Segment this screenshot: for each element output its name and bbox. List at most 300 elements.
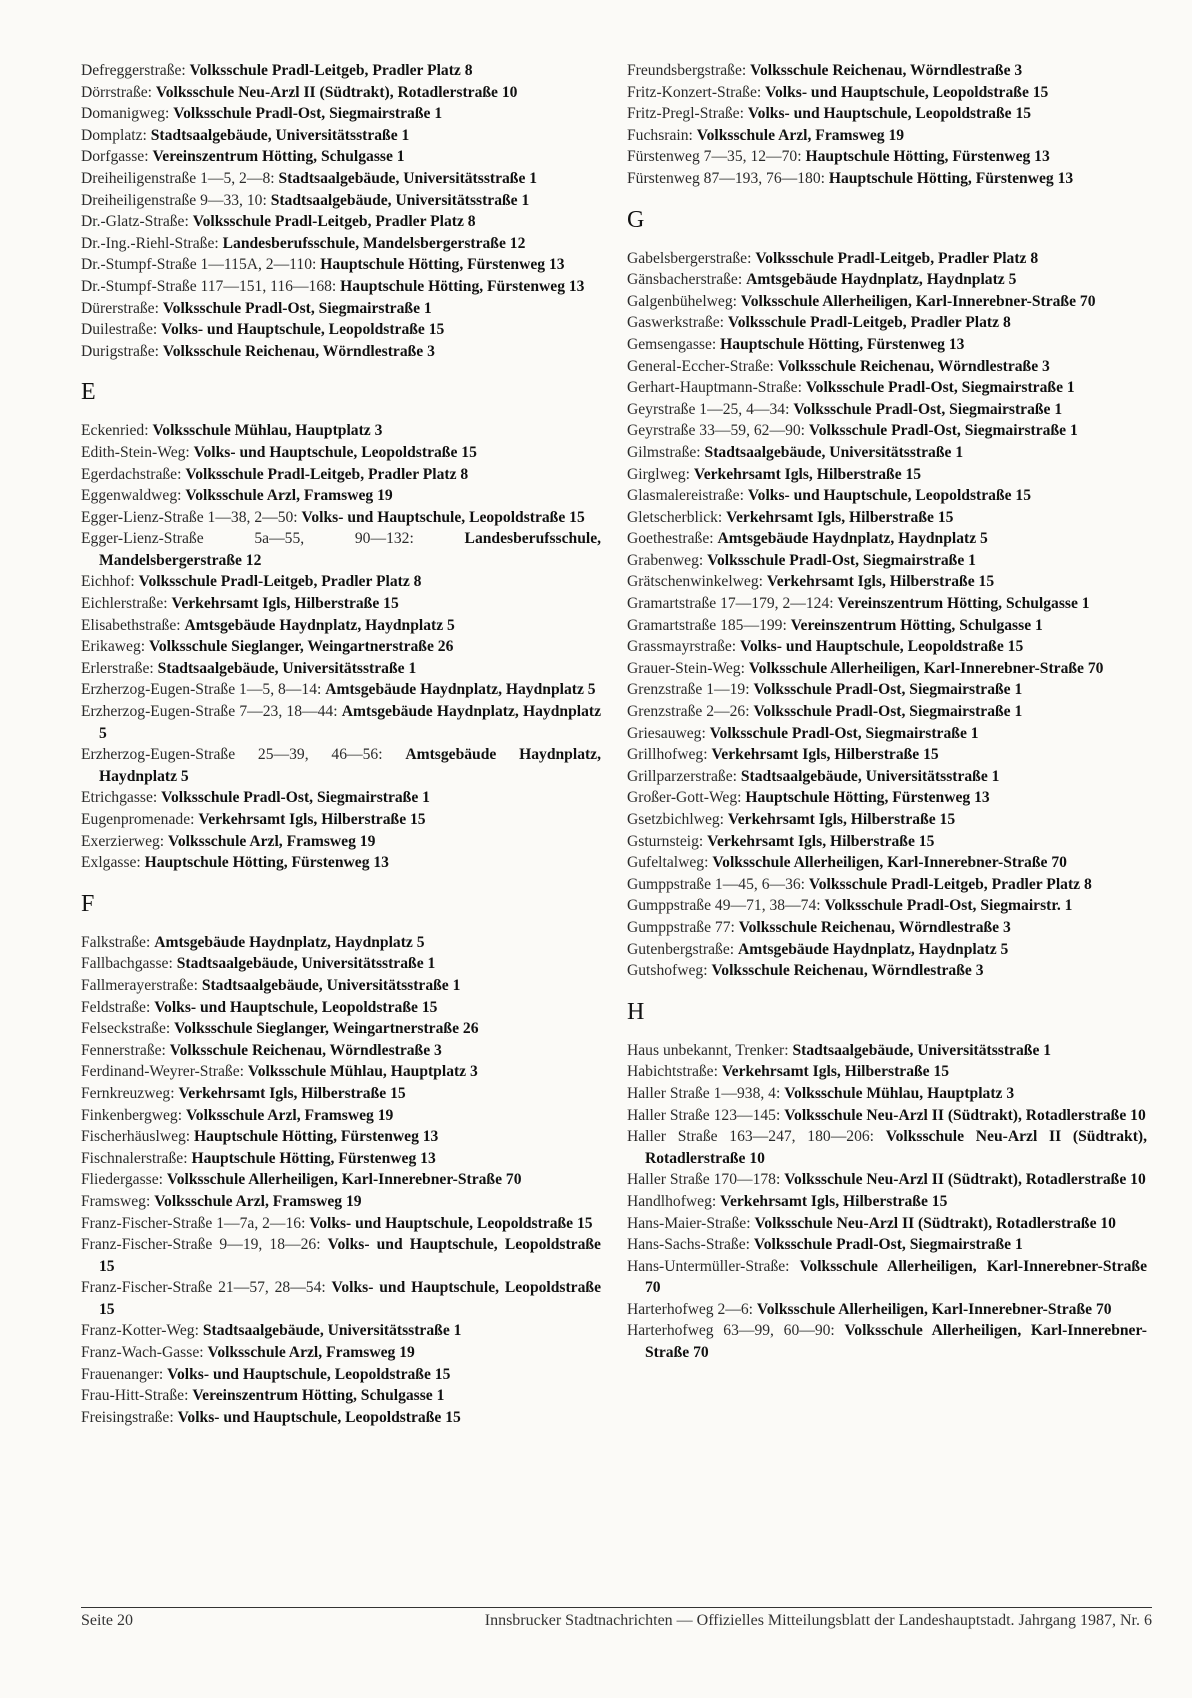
polling-location: Volksschule Arzl, Framsweg 19 [207, 1344, 415, 1362]
street-entry [627, 636, 1147, 658]
street-entry [81, 1213, 601, 1235]
street-entry [81, 464, 601, 486]
street-entry [627, 571, 1147, 593]
street-entry [81, 298, 601, 320]
street-entry [81, 1234, 601, 1277]
polling-location: Volksschule Neu-Arzl II (Südtrakt), Rotadlerstraße 10 [784, 1171, 1146, 1189]
polling-location: Volksschule Arzl, Framsweg 19 [185, 487, 393, 505]
street-entry [627, 1083, 1147, 1105]
street-name: Freundsbergstraße: [627, 62, 747, 79]
street-name: Erzherzog-Eugen-Straße 1—5, 8—14: [81, 681, 322, 699]
street-name: Felseckstraße: [81, 1020, 171, 1038]
street-name: Fritz-Pregl-Straße: [627, 105, 744, 123]
street-entry [627, 939, 1147, 961]
street-entry [627, 103, 1147, 125]
street-name: Fliedergasse: [81, 1171, 163, 1189]
street-entry [627, 1320, 1147, 1363]
polling-location: Hauptschule Hötting, Fürstenweg 13 [191, 1149, 436, 1167]
polling-location: Hauptschule Hötting, Fürstenweg 13 [194, 1128, 439, 1146]
polling-location: Volksschule Neu-Arzl II (Südtrakt), Rotadlerstraße 10 [754, 1214, 1116, 1232]
street-entry [627, 312, 1147, 334]
street-entry [81, 276, 601, 298]
polling-location: Volksschule Pradl-Leitgeb, Pradler Platz 8 [727, 314, 1011, 332]
polling-location: Verkehrsamt Igls, Hilberstraße 15 [766, 573, 995, 591]
street-entry [81, 1169, 601, 1191]
street-name: Elisabethstraße: [81, 616, 181, 634]
left-column [81, 60, 601, 1428]
section-letter: F [81, 890, 95, 917]
street-entry [627, 356, 1147, 378]
street-name: Fallmerayerstraße: [81, 976, 198, 994]
street-name: Freisingstraße: [81, 1408, 174, 1426]
street-name: Dreiheiligenstraße 1—5, 2—8: [81, 169, 275, 187]
street-name: Grabenweg: [627, 551, 704, 569]
street-name: Haller Straße 163—247, 180—206: [627, 1128, 875, 1146]
street-name: Domplatz: [81, 126, 147, 144]
street-name: Gletscherblick: [627, 508, 723, 526]
street-name: Eggenwaldweg: [81, 487, 182, 505]
street-entry [81, 168, 601, 190]
polling-location: Verkehrsamt Igls, Hilberstraße 15 [721, 1063, 950, 1081]
polling-location: Vereinszentrum Hötting, Schulgasse 1 [192, 1387, 445, 1405]
polling-location: Vereinszentrum Hötting, Schulgasse 1 [152, 148, 405, 166]
polling-location: Verkehrsamt Igls, Hilberstraße 15 [693, 465, 922, 483]
street-entry [81, 103, 601, 125]
street-name: Franz-Wach-Gasse: [81, 1344, 204, 1362]
polling-location: Volksschule Reichenau, Wörndlestraße 3 [169, 1041, 442, 1059]
street-entry [627, 60, 1147, 82]
polling-location: Volksschule Pradl-Ost, Siegmairstraße 1 [808, 422, 1078, 440]
polling-location: Volksschule Pradl-Ost, Siegmairstraße 1 [793, 400, 1063, 418]
street-entry [81, 1385, 601, 1407]
street-name: Goethestraße: [627, 530, 714, 548]
street-entry [627, 615, 1147, 637]
polling-location: Volksschule Neu-Arzl II (Südtrakt), Rotadlerstraße 10 [155, 83, 518, 101]
street-name: Durigstraße: [81, 342, 159, 360]
street-entry [81, 1040, 601, 1062]
page-footer [81, 1607, 1152, 1630]
street-name: Erlerstraße: [81, 659, 154, 677]
street-entry [81, 593, 601, 615]
street-name: Gutshofweg: [627, 962, 708, 980]
polling-location: Volksschule Arzl, Framsweg 19 [154, 1192, 362, 1210]
street-name: Erikaweg: [81, 638, 146, 656]
street-name: Handlhofweg: [627, 1192, 717, 1210]
polling-location: Verkehrsamt Igls, Hilberstraße 15 [198, 811, 426, 828]
polling-location: Landesberufsschule, Mandelsbergerstraße 12 [99, 530, 602, 569]
street-entry [627, 125, 1147, 147]
polling-location: Volksschule Reichenau, Wörndlestraße 3 [711, 962, 984, 980]
street-entry [81, 319, 601, 341]
street-name: Hans-Maier-Straße: [627, 1214, 751, 1232]
polling-location: Volks- und Hauptschule, Leopoldstraße 15 [193, 443, 477, 461]
street-name: Gufeltalweg: [627, 854, 709, 872]
street-name: Egger-Lienz-Straße 5a—55, 90—132: [81, 530, 414, 548]
polling-location: Vereinszentrum Hötting, Schulgasse 1 [837, 595, 1090, 613]
street-name: Dr.-Stumpf-Straße 117—151, 116—168: [81, 277, 337, 295]
publication-line: Innsbrucker Stadtnachrichten — Offizielles Mitteilungsblatt der Landeshauptstadt. Jahrgang 1987, Nr. 6 [484, 1612, 1152, 1629]
polling-location: Vereinszentrum Hötting, Schulgasse 1 [790, 616, 1043, 634]
street-name: Frau-Hitt-Straße: [81, 1387, 189, 1405]
street-entry [627, 377, 1147, 399]
polling-location: Volksschule Arzl, Framsweg 19 [185, 1106, 394, 1124]
polling-location: Hauptschule Hötting, Fürstenweg 13 [340, 277, 585, 295]
polling-location: Volksschule Pradl-Ost, Siegmairstraße 1 [753, 703, 1023, 721]
street-entry [627, 464, 1147, 486]
polling-location: Volksschule Pradl-Ost, Siegmairstraße 1 [753, 681, 1023, 699]
street-name: Dörrstraße: [81, 83, 153, 101]
street-name: Griesauweg: [627, 724, 706, 742]
street-entry [627, 895, 1147, 917]
street-name: General-Eccher-Straße: [627, 357, 774, 375]
street-entry [81, 1126, 601, 1148]
street-name: Grenzstraße 1—19: [627, 681, 750, 699]
street-name: Fuchsrain: [627, 126, 693, 144]
street-name: Framsweg: [81, 1192, 151, 1210]
polling-location: Stadtsaalgebäude, Universitätsstraße 1 [202, 1322, 462, 1340]
polling-location: Volksschule Pradl-Ost, Siegmairstraße 1 [162, 299, 432, 317]
street-entry [81, 571, 601, 593]
street-name: Grätschenwinkelweg: [627, 573, 763, 591]
street-name: Egerdachstraße: [81, 465, 182, 483]
street-name: Haus unbekannt, Trenker: [627, 1041, 789, 1059]
street-entry [627, 291, 1147, 313]
street-entry [627, 1234, 1147, 1256]
polling-location: Volksschule Pradl-Leitgeb, Pradler Platz 8 [755, 249, 1039, 267]
street-entry [81, 1148, 601, 1170]
street-name: Erzherzog-Eugen-Straße 25—39, 46—56: [81, 746, 383, 764]
polling-location: Volksschule Arzl, Framsweg 19 [696, 126, 905, 144]
polling-location: Volksschule Mühlau, Hauptplatz 3 [152, 422, 383, 440]
polling-location: Amtsgebäude Haydnplatz, Haydnplatz 5 [746, 271, 1017, 289]
street-name: Haller Straße 123—145: [627, 1106, 781, 1124]
street-name: Falkstraße: [81, 933, 151, 951]
polling-location: Stadtsaalgebäude, Universitätsstraße 1 [176, 955, 436, 973]
polling-location: Volksschule Mühlau, Hauptplatz 3 [247, 1063, 478, 1081]
polling-location: Hauptschule Hötting, Fürstenweg 13 [144, 854, 389, 872]
polling-location: Volksschule Pradl-Ost, Siegmairstraße 1 [805, 379, 1075, 397]
street-name: Eichlerstraße: [81, 595, 168, 613]
street-entry [627, 960, 1147, 982]
street-name: Grauer-Stein-Weg: [627, 659, 745, 677]
street-name: Girglweg: [627, 465, 690, 483]
polling-location: Volksschule Allerheiligen, Karl-Innerebner-Straße 70 [645, 1257, 1147, 1297]
street-entry [627, 766, 1147, 788]
street-name: Fürstenweg 7—35, 12—70: [627, 148, 802, 166]
street-name: Exerzierweg: [81, 832, 165, 850]
page-number: Seite 20 [81, 1612, 133, 1629]
street-entry [627, 701, 1147, 723]
polling-location: Hauptschule Hötting, Fürstenweg 13 [828, 169, 1074, 187]
polling-location: Volks- und Hauptschule, Leopoldstraße 15 [301, 508, 585, 526]
polling-location: Volks- und Hauptschule, Leopoldstraße 15 [99, 1236, 601, 1275]
polling-location: Hauptschule Hötting, Fürstenweg 13 [320, 256, 565, 274]
street-name: Defreggerstraße: [81, 62, 186, 79]
street-name: Finkenbergweg: [81, 1106, 183, 1124]
street-entry [81, 997, 601, 1019]
street-entry [627, 1256, 1147, 1299]
polling-location: Volksschule Neu-Arzl II (Südtrakt), Rotadlerstraße 10 [645, 1128, 1147, 1167]
polling-location: Volksschule Mühlau, Hauptplatz 3 [784, 1084, 1015, 1102]
street-entry [81, 852, 601, 874]
street-name: Geyrstraße 1—25, 4—34: [627, 400, 790, 418]
street-entry [627, 399, 1147, 421]
street-name: Fischnalerstraße: [81, 1149, 188, 1167]
polling-location: Volksschule Reichenau, Wörndlestraße 3 [738, 918, 1011, 936]
street-name: Erzherzog-Eugen-Straße 7—23, 18—44: [81, 703, 338, 721]
street-entry [81, 341, 601, 363]
street-name: Egger-Lienz-Straße 1—38, 2—50: [81, 508, 298, 526]
polling-location: Volksschule Pradl-Leitgeb, Pradler Platz 8 [192, 213, 476, 231]
polling-location: Volksschule Pradl-Leitgeb, Pradler Platz 8 [185, 465, 469, 483]
polling-location: Verkehrsamt Igls, Hilberstraße 15 [171, 595, 399, 613]
street-entry [81, 1364, 601, 1386]
polling-location: Stadtsaalgebäude, Universitätsstraße 1 [201, 976, 461, 994]
street-entry [81, 701, 601, 744]
street-name: Dr.-Glatz-Straße: [81, 213, 189, 231]
polling-location: Volks- und Hauptschule, Leopoldstraße 15 [161, 321, 445, 339]
street-name: Fischerhäuslweg: [81, 1128, 191, 1146]
polling-location: Volksschule Sieglanger, Weingartnerstraße 26 [174, 1020, 479, 1038]
polling-location: Volksschule Reichenau, Wörndlestraße 3 [777, 357, 1050, 375]
polling-location: Volks- und Hauptschule, Leopoldstraße 15 [154, 998, 438, 1016]
street-entry [81, 679, 601, 701]
polling-location: Volksschule Allerheiligen, Karl-Innerebner-Straße 70 [645, 1322, 1147, 1362]
street-name: Hans-Sachs-Straße: [627, 1236, 750, 1254]
street-name: Harterhofweg 63—99, 60—90: [627, 1322, 835, 1340]
street-entry [81, 125, 601, 147]
street-entry [627, 485, 1147, 507]
polling-location: Volks- und Hauptschule, Leopoldstraße 15 [740, 638, 1024, 656]
street-entry [627, 658, 1147, 680]
street-name: Eckenried: [81, 422, 149, 440]
street-name: Dreiheiligenstraße 9—33, 10: [81, 191, 267, 209]
street-entry [627, 1299, 1147, 1321]
street-name: Dürerstraße: [81, 299, 159, 317]
street-name: Habichtstraße: [627, 1063, 718, 1081]
street-entry [627, 146, 1147, 168]
street-entry [81, 1407, 601, 1429]
polling-location: Volks- und Hauptschule, Leopoldstraße 15 [765, 83, 1049, 101]
street-name: Galgenbühelweg: [627, 292, 737, 310]
street-entry [81, 809, 601, 831]
street-name: Gutenbergstraße: [627, 940, 735, 958]
polling-location: Volksschule Pradl-Ost, Siegmairstraße 1 [753, 1236, 1023, 1254]
section-letter: E [81, 379, 96, 406]
street-name: Grillhofweg: [627, 746, 708, 764]
street-name: Frauenanger: [81, 1365, 164, 1383]
street-entry [627, 248, 1147, 270]
street-name: Gaswerkstraße: [627, 314, 724, 332]
street-entry [81, 254, 601, 276]
polling-location: Amtsgebäude Haydnplatz, Haydnplatz 5 [717, 530, 988, 548]
street-entry [627, 679, 1147, 701]
polling-location: Hauptschule Hötting, Fürstenweg 13 [745, 789, 990, 807]
street-entry [627, 1191, 1147, 1213]
polling-location: Verkehrsamt Igls, Hilberstraße 15 [726, 508, 954, 526]
polling-location: Landesberufsschule, Mandelsbergerstraße 12 [222, 234, 526, 252]
polling-location: Volksschule Sieglanger, Weingartnerstraße 26 [149, 638, 454, 656]
street-entry [81, 787, 601, 809]
polling-location: Volksschule Pradl-Leitgeb, Pradler Platz 8 [808, 875, 1092, 893]
street-name: Harterhofweg 2—6: [627, 1300, 754, 1318]
street-entry [627, 269, 1147, 291]
street-name: Hans-Untermüller-Straße: [627, 1257, 790, 1275]
street-entry [81, 1320, 601, 1342]
polling-location: Volksschule Allerheiligen, Karl-Innerebner-Straße 70 [748, 659, 1104, 677]
street-entry [627, 550, 1147, 572]
polling-location: Volks- und Hauptschule, Leopoldstraße 15 [99, 1279, 601, 1318]
street-name: Gsetzbichlweg: [627, 811, 724, 828]
street-name: Geyrstraße 33—59, 62—90: [627, 422, 805, 440]
street-name: Etrichgasse: [81, 789, 158, 807]
polling-location: Verkehrsamt Igls, Hilberstraße 15 [727, 811, 956, 828]
street-name: Haller Straße 1—938, 4: [627, 1084, 781, 1102]
street-entry [627, 82, 1147, 104]
street-entry [627, 787, 1147, 809]
polling-location: Stadtsaalgebäude, Universitätsstraße 1 [278, 169, 538, 187]
polling-location: Volksschule Allerheiligen, Karl-Innerebner-Straße 70 [740, 292, 1096, 310]
street-name: Domanigweg: [81, 105, 170, 123]
polling-location: Stadtsaalgebäude, Universitätsstraße 1 [270, 191, 530, 209]
street-entry [81, 485, 601, 507]
polling-location: Volksschule Reichenau, Wörndlestraße 3 [162, 342, 435, 360]
street-entry [81, 831, 601, 853]
polling-location: Hauptschule Hötting, Fürstenweg 13 [720, 335, 965, 353]
street-entry [81, 1018, 601, 1040]
polling-location: Amtsgebäude Haydnplatz, Haydnplatz 5 [325, 681, 596, 699]
street-entry [627, 334, 1147, 356]
polling-location: Stadtsaalgebäude, Universitätsstraße 1 [704, 443, 964, 461]
street-name: Gilmstraße: [627, 443, 701, 461]
street-name: Eichhof: [81, 573, 135, 591]
polling-location: Volksschule Pradl-Leitgeb, Pradler Platz 8 [189, 62, 473, 79]
street-name: Dr.-Stumpf-Straße 1—115A, 2—110: [81, 256, 317, 274]
polling-location: Verkehrsamt Igls, Hilberstraße 15 [711, 746, 939, 764]
polling-location: Volksschule Allerheiligen, Karl-Innerebner-Straße 70 [756, 1300, 1112, 1318]
street-name: Eugenpromenade: [81, 811, 195, 828]
street-name: Franz-Kotter-Weg: [81, 1322, 199, 1340]
street-entry [627, 1126, 1147, 1169]
street-entry [627, 528, 1147, 550]
street-name: Gabelsbergerstraße: [627, 249, 752, 267]
polling-location: Volksschule Pradl-Ost, Siegmairstraße 1 [161, 789, 430, 807]
section-letter: G [627, 206, 645, 233]
polling-location: Hauptschule Hötting, Fürstenweg 13 [805, 148, 1050, 166]
street-entry [81, 658, 601, 680]
street-entry [81, 528, 601, 571]
polling-location: Verkehrsamt Igls, Hilberstraße 15 [707, 832, 935, 850]
street-entry [81, 1277, 601, 1320]
street-entry [81, 953, 601, 975]
polling-location: Volksschule Arzl, Framsweg 19 [168, 832, 376, 850]
street-name: Fallbachgasse: [81, 955, 173, 973]
street-entry [81, 442, 601, 464]
street-name: Edith-Stein-Weg: [81, 443, 190, 461]
polling-location: Volks- und Hauptschule, Leopoldstraße 15 [177, 1408, 461, 1426]
street-entry [81, 1083, 601, 1105]
street-name: Fernkreuzweg: [81, 1084, 175, 1102]
polling-location: Volksschule Allerheiligen, Karl-Innerebner-Straße 70 [712, 854, 1067, 872]
street-entry [627, 852, 1147, 874]
polling-location: Volksschule Neu-Arzl II (Südtrakt), Rotadlerstraße 10 [784, 1106, 1146, 1124]
street-name: Glasmalereistraße: [627, 487, 744, 505]
street-entry [627, 593, 1147, 615]
street-entry [81, 60, 601, 82]
street-entry [81, 1342, 601, 1364]
street-entry [81, 82, 601, 104]
polling-location: Volksschule Pradl-Ost, Siegmairstr. 1 [824, 897, 1073, 915]
right-column [627, 60, 1147, 1364]
street-name: Fennerstraße: [81, 1041, 166, 1059]
street-entry [81, 932, 601, 954]
street-entry [627, 1213, 1147, 1235]
polling-location: Amtsgebäude Haydnplatz, Haydnplatz 5 [99, 746, 601, 785]
polling-location: Volksschule Pradl-Leitgeb, Pradler Platz 8 [138, 573, 422, 591]
street-entry [627, 1105, 1147, 1127]
street-name: Dorfgasse: [81, 148, 149, 166]
polling-location: Volksschule Reichenau, Wörndlestraße 3 [750, 62, 1023, 79]
street-entry [81, 233, 601, 255]
street-entry [627, 809, 1147, 831]
polling-location: Volksschule Pradl-Ost, Siegmairstraße 1 [173, 105, 443, 123]
street-name: Haller Straße 170—178: [627, 1171, 781, 1189]
street-entry [627, 723, 1147, 745]
street-entry [627, 507, 1147, 529]
street-entry [81, 420, 601, 442]
street-entry [627, 1169, 1147, 1191]
street-entry [81, 1061, 601, 1083]
street-name: Franz-Fischer-Straße 1—7a, 2—16: [81, 1214, 306, 1232]
polling-location: Amtsgebäude Haydnplatz, Haydnplatz 5 [154, 933, 425, 951]
street-entry [81, 507, 601, 529]
street-name: Feldstraße: [81, 998, 151, 1016]
street-name: Gumppstraße 77: [627, 918, 735, 936]
street-entry [81, 636, 601, 658]
street-name: Dr.-Ing.-Riehl-Straße: [81, 234, 219, 252]
street-name: Gerhart-Hauptmann-Straße: [627, 379, 802, 397]
street-name: Gumppstraße 49—71, 38—74: [627, 897, 821, 915]
street-entry [627, 168, 1147, 190]
street-entry [627, 917, 1147, 939]
street-name: Grillparzerstraße: [627, 767, 737, 785]
polling-location: Volks- und Hauptschule, Leopoldstraße 15 [747, 105, 1032, 123]
street-name: Grenzstraße 2—26: [627, 703, 750, 721]
polling-location: Stadtsaalgebäude, Universitätsstraße 1 [740, 767, 1000, 785]
polling-location: Volks- und Hauptschule, Leopoldstraße 15 [167, 1365, 451, 1383]
street-entry [81, 211, 601, 233]
polling-location: Verkehrsamt Igls, Hilberstraße 15 [178, 1084, 406, 1102]
street-name: Gramartstraße 185—199: [627, 616, 787, 634]
polling-location: Amtsgebäude Haydnplatz, Haydnplatz 5 [184, 616, 455, 634]
street-entry [627, 831, 1147, 853]
street-name: Gemsengasse: [627, 335, 717, 353]
polling-location: Amtsgebäude Haydnplatz, Haydnplatz 5 [738, 940, 1009, 958]
polling-location: Volks- und Hauptschule, Leopoldstraße 15 [747, 487, 1032, 505]
street-name: Gänsbacherstraße: [627, 271, 743, 289]
street-name: Gramartstraße 17—179, 2—124: [627, 595, 834, 613]
street-entry [627, 420, 1147, 442]
polling-location: Stadtsaalgebäude, Universitätsstraße 1 [150, 126, 410, 144]
street-name: Franz-Fischer-Straße 21—57, 28—54: [81, 1279, 326, 1297]
polling-location: Volks- und Hauptschule, Leopoldstraße 15 [309, 1214, 593, 1232]
street-name: Großer-Gott-Weg: [627, 789, 742, 807]
polling-location: Volksschule Pradl-Ost, Siegmairstraße 1 [707, 551, 976, 569]
polling-location: Volksschule Pradl-Ost, Siegmairstraße 1 [709, 724, 979, 742]
street-name: Duilestraße: [81, 321, 158, 339]
street-entry [81, 615, 601, 637]
street-name: Exlgasse: [81, 854, 141, 872]
